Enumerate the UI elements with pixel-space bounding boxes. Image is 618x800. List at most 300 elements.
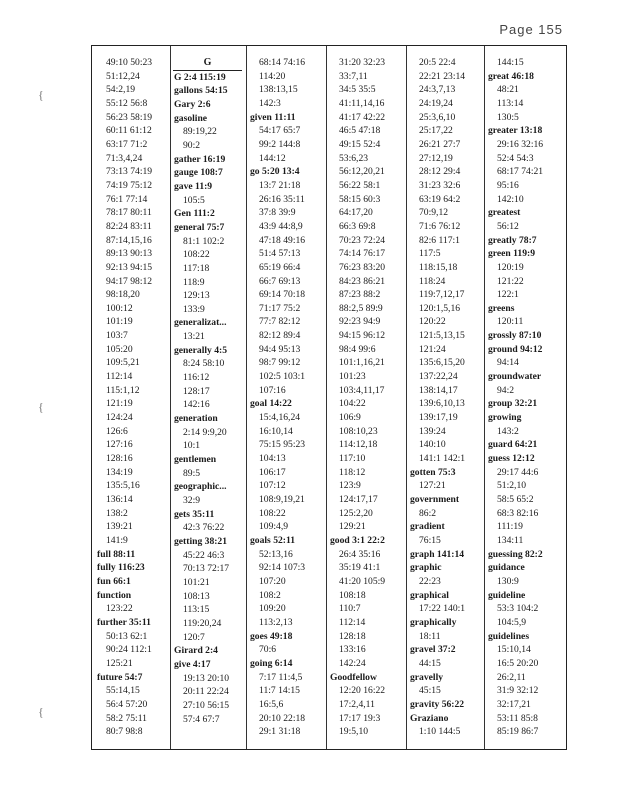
- index-locator: 19:5,10: [339, 726, 369, 738]
- index-locator: 125:21: [106, 657, 133, 669]
- index-locator: 35:19 41:1: [339, 562, 381, 574]
- index-locator: 98:18,20: [106, 289, 140, 301]
- index-locator: 24:3,7,13: [419, 84, 456, 96]
- index-term: good 3:1 22:2: [330, 534, 385, 546]
- index-locator: 49:10 50:23: [106, 57, 153, 68]
- index-locator: 7:17 11:4,5: [259, 671, 303, 683]
- index-locator: 118:12: [339, 466, 366, 478]
- index-term: greatest: [488, 207, 521, 219]
- page-label: Page 155: [499, 22, 563, 37]
- index-locator: 42:3 76:22: [183, 522, 225, 534]
- index-locator: 120:11: [497, 316, 524, 328]
- index-locator: 82:12 89:4: [259, 330, 301, 342]
- index-locator: 63:19 64:2: [419, 193, 461, 205]
- index-locator: 17:22 140:1: [419, 603, 466, 615]
- index-term: gave 11:9: [174, 180, 213, 192]
- index-term: given 11:11: [250, 111, 296, 123]
- column-divider: [246, 46, 247, 749]
- index-term: getting 38:21: [174, 535, 228, 547]
- index-locator: 144:15: [497, 57, 524, 68]
- index-locator: 20:11 22:24: [183, 686, 229, 698]
- index-locator: 76:15: [419, 534, 441, 546]
- index-term: goal 14:22: [250, 398, 292, 410]
- index-locator: 89:19,22: [183, 126, 217, 138]
- index-locator: 41:17 42:22: [339, 111, 386, 123]
- index-locator: 143:2: [497, 425, 519, 437]
- index-locator: 82:24 83:11: [106, 220, 152, 232]
- index-term: guideline: [488, 589, 526, 601]
- index-locator: 56:22 58:1: [339, 179, 381, 191]
- index-locator: 26:2,11: [497, 671, 526, 683]
- index-locator: 113:15: [183, 604, 210, 616]
- index-term: generalizat...: [174, 317, 227, 329]
- index-term: give 4:17: [174, 658, 211, 670]
- index-locator: 12:20 16:22: [339, 685, 386, 697]
- index-term: gallons 54:15: [174, 85, 228, 97]
- index-locator: 135:5,16: [106, 480, 140, 492]
- index-term: graphically: [410, 616, 457, 628]
- index-term: Gary 2:6: [174, 98, 211, 110]
- index-locator: 75:15 95:23: [259, 439, 306, 451]
- index-locator: 29:16 32:16: [497, 138, 544, 150]
- index-locator: 71:3,4,24: [106, 152, 143, 164]
- index-locator: 135:6,15,20: [419, 357, 465, 369]
- index-locator: 16:5 20:20: [497, 657, 539, 669]
- index-locator: 66:7 69:13: [259, 275, 301, 287]
- index-term: greater 13:18: [488, 125, 543, 137]
- index-locator: 11:7 14:15: [259, 685, 300, 697]
- index-locator: 92:23 94:9: [339, 316, 381, 328]
- index-locator: 123:9: [339, 480, 361, 492]
- index-locator: 134:19: [106, 466, 133, 478]
- index-locator: 139:21: [106, 521, 133, 533]
- index-locator: 26:21 27:7: [419, 138, 461, 150]
- index-locator: 112:14: [339, 616, 366, 628]
- index-term: guard 64:21: [488, 439, 538, 451]
- index-term: green 119:9: [488, 248, 535, 260]
- index-locator: 120:19: [497, 261, 524, 273]
- index-locator: 109:20: [259, 603, 286, 615]
- index-term: generally 4:5: [174, 344, 228, 356]
- index-locator: 74:19 75:12: [106, 179, 153, 191]
- index-locator: 120:22: [419, 316, 446, 328]
- index-locator: 8:24 58:10: [183, 358, 225, 370]
- index-term: graphical: [410, 589, 449, 601]
- index-locator: 108:9,19,21: [259, 494, 305, 505]
- index-locator: 66:3 69:8: [339, 220, 376, 232]
- index-locator: 48:21: [497, 84, 519, 96]
- index-locator: 140:10: [419, 439, 446, 451]
- index-locator: 128:18: [339, 630, 366, 642]
- index-locator: 123:22: [106, 603, 133, 615]
- index-term: gradient: [410, 521, 445, 533]
- index-locator: 32:9: [183, 495, 201, 506]
- index-locator: 76:23 83:20: [339, 261, 386, 273]
- index-locator: 124:17,17: [339, 494, 378, 505]
- index-locator: 58:5 65:2: [497, 494, 534, 505]
- index-term: going 6:14: [250, 657, 293, 669]
- index-term: goes 49:18: [250, 630, 293, 642]
- index-locator: 54:17 65:7: [259, 125, 301, 137]
- index-locator: 103:4,11,17: [339, 384, 385, 396]
- index-locator: 98:4 99:6: [339, 343, 376, 355]
- index-term: guidance: [488, 562, 525, 574]
- index-locator: 87:23 88:2: [339, 289, 381, 301]
- index-column-3: [249, 56, 326, 746]
- index-term: Gen 111:2: [174, 208, 215, 220]
- index-term: gauge 108:7: [174, 167, 223, 179]
- index-term: future 54:7: [97, 671, 143, 683]
- index-term: growing: [488, 412, 522, 424]
- index-locator: 2:14 9:9,20: [183, 426, 227, 438]
- index-locator: 92:13 94:15: [106, 261, 153, 273]
- index-locator: 17:17 19:3: [339, 712, 381, 724]
- index-locator: 114:12,18: [339, 439, 378, 451]
- index-locator: 44:15: [419, 657, 441, 669]
- index-locator: 71:6 76:12: [419, 220, 461, 232]
- index-locator: 26:16 35:11: [259, 193, 305, 205]
- index-locator: 108:10,23: [339, 425, 378, 437]
- index-locator: 10:1: [183, 440, 201, 452]
- index-locator: 86:2: [419, 507, 437, 519]
- index-locator: 50:13 62:1: [106, 630, 148, 642]
- index-locator: 20:5 22:4: [419, 57, 456, 68]
- index-locator: 109:4,9: [259, 521, 289, 533]
- index-term: go 5:20 13:4: [250, 166, 300, 178]
- index-locator: 18:11: [419, 630, 441, 642]
- index-locator: 90:24 112:1: [106, 644, 152, 656]
- index-locator: 68:17 74:21: [497, 166, 544, 178]
- index-locator: 119:7,12,17: [419, 289, 465, 301]
- index-locator: 142:24: [339, 657, 366, 669]
- index-locator: 68:3 82:16: [497, 507, 539, 519]
- index-locator: 87:14,15,16: [106, 234, 152, 246]
- index-locator: 55:12 56:8: [106, 97, 148, 109]
- index-term: gravelly: [410, 671, 444, 683]
- index-locator: 56:12,20,21: [339, 166, 385, 178]
- index-locator: 102:5 103:1: [259, 371, 306, 383]
- index-locator: 27:10 56:15: [183, 699, 230, 711]
- index-locator: 137:22,24: [419, 371, 458, 383]
- index-locator: 34:5 35:5: [339, 84, 376, 96]
- index-locator: 24:19,24: [419, 97, 453, 109]
- index-locator: 105:20: [106, 343, 133, 355]
- index-term: greens: [488, 302, 515, 314]
- column-divider: [406, 46, 407, 749]
- index-term: general 75:7: [174, 221, 225, 233]
- index-term: full 88:11: [97, 548, 136, 560]
- index-locator: 49:15 52:4: [339, 138, 381, 150]
- margin-mark: {: [38, 705, 44, 719]
- index-locator: 139:17,19: [419, 412, 458, 424]
- index-term: geographic...: [174, 481, 227, 493]
- index-locator: 130:9: [497, 575, 519, 587]
- index-term: fun 66:1: [97, 575, 131, 587]
- index-locator: 104:13: [259, 453, 286, 465]
- index-locator: 124:24: [106, 412, 133, 424]
- index-locator: 51:2,10: [497, 480, 527, 492]
- index-locator: 127:21: [419, 480, 446, 492]
- index-locator: 85:19 86:7: [497, 726, 539, 738]
- index-locator: 128:17: [183, 385, 210, 397]
- index-term: Goodfellow: [330, 671, 377, 683]
- index-locator: 51:4 57:13: [259, 248, 301, 260]
- index-term: guessing 82:2: [488, 548, 543, 560]
- index-locator: 121:5,13,15: [419, 330, 465, 342]
- index-term: gentlemen: [174, 454, 217, 466]
- index-locator: 106:17: [259, 466, 286, 478]
- index-locator: 118:15,18: [419, 261, 458, 273]
- index-locator: 108:13: [183, 590, 210, 602]
- margin-mark: {: [38, 400, 44, 414]
- index-column-1: [96, 56, 170, 746]
- index-locator: 56:23 58:19: [106, 111, 153, 123]
- index-locator: 47:18 49:16: [259, 234, 306, 246]
- index-locator: 128:16: [106, 453, 133, 465]
- index-locator: 120:1,5,16: [419, 302, 461, 314]
- index-locator: 120:7: [183, 631, 205, 643]
- index-locator: 129:21: [339, 521, 366, 533]
- index-locator: 117:18: [183, 262, 210, 274]
- index-locator: 133:16: [339, 644, 366, 656]
- index-locator: 20:10 22:18: [259, 712, 306, 724]
- index-term: gravel 37:2: [410, 644, 456, 656]
- index-term: graphic: [410, 562, 442, 574]
- index-locator: 55:14,15: [106, 685, 140, 697]
- index-locator: 17:2,4,11: [339, 698, 375, 710]
- index-locator: 118:24: [419, 275, 446, 287]
- column-divider: [326, 46, 327, 749]
- index-locator: 89:13 90:13: [106, 248, 153, 260]
- index-locator: 81:1 102:2: [183, 235, 225, 247]
- index-locator: 71:17 75:2: [259, 302, 301, 314]
- index-locator: 138:14,17: [419, 384, 458, 396]
- index-locator: 43:9 44:8,9: [259, 220, 303, 232]
- index-locator: 27:12,19: [419, 152, 453, 164]
- index-term: goals 52:11: [250, 534, 296, 546]
- index-term: gasoline: [174, 112, 208, 124]
- index-locator: 80:7 98:8: [106, 726, 143, 738]
- index-locator: 107:12: [259, 480, 286, 492]
- index-locator: 64:17,20: [339, 207, 373, 219]
- index-term: graph 141:14: [410, 548, 465, 560]
- index-locator: 103:7: [106, 330, 128, 342]
- index-term: groundwater: [488, 371, 542, 383]
- index-locator: 113:14: [497, 97, 524, 109]
- index-locator: 22:23: [419, 575, 441, 587]
- index-locator: 60:11 61:12: [106, 125, 152, 137]
- index-locator: 107:20: [259, 575, 286, 587]
- index-locator: 104:5,9: [497, 616, 527, 628]
- index-locator: 94:17 98:12: [106, 275, 153, 287]
- index-locator: 51:12,24: [106, 70, 140, 82]
- index-locator: 29:1 31:18: [259, 726, 301, 738]
- index-term: guidelines: [488, 630, 530, 642]
- index-locator: 104:22: [339, 398, 366, 410]
- index-locator: 26:4 35:16: [339, 548, 381, 560]
- index-locator: 95:16: [497, 179, 519, 191]
- index-locator: 108:2: [259, 589, 281, 601]
- index-locator: 142:3: [259, 97, 281, 109]
- index-locator: 109:5,21: [106, 357, 140, 369]
- index-locator: 52:4 54:3: [497, 152, 534, 164]
- index-term: grossly 87:10: [488, 330, 542, 342]
- index-locator: 94:15 96:12: [339, 330, 386, 342]
- index-locator: 130:5: [497, 111, 519, 123]
- index-locator: 98:7 99:12: [259, 357, 301, 369]
- index-locator: 25:17,22: [419, 125, 453, 137]
- index-locator: 16:5,6: [259, 698, 284, 710]
- index-locator: 111:19: [497, 521, 523, 533]
- index-locator: 84:23 86:21: [339, 275, 386, 287]
- index-locator: 100:12: [106, 302, 133, 314]
- index-locator: 139:24: [419, 425, 446, 437]
- index-locator: 53:3 104:2: [497, 603, 539, 615]
- index-locator: 58:2 75:11: [106, 712, 147, 724]
- index-locator: 108:22: [259, 507, 286, 519]
- index-term: government: [410, 494, 460, 505]
- index-term: gravity 56:22: [410, 698, 465, 710]
- index-locator: 122:1: [497, 289, 519, 301]
- index-locator: 107:16: [259, 384, 286, 396]
- index-locator: 94:4 95:13: [259, 343, 301, 355]
- index-term: ground 94:12: [488, 343, 543, 355]
- index-locator: 41:20 105:9: [339, 575, 386, 587]
- index-locator: 13:7 21:18: [259, 179, 301, 191]
- index-term: gather 16:19: [174, 153, 226, 165]
- index-locator: 37:8 39:9: [259, 207, 296, 219]
- index-locator: 94:14: [497, 357, 519, 369]
- index-locator: 136:14: [106, 494, 133, 505]
- index-locator: 89:5: [183, 467, 201, 479]
- index-locator: 63:17 71:2: [106, 138, 148, 150]
- index-locator: 15:10,14: [497, 644, 531, 656]
- index-locator: 76:1 77:14: [106, 193, 148, 205]
- index-locator: 116:12: [183, 372, 210, 384]
- index-locator: 13:21: [183, 331, 205, 343]
- index-term: function: [97, 589, 132, 601]
- index-locator: 133:9: [183, 303, 205, 315]
- index-locator: 141:1 142:1: [419, 453, 466, 465]
- index-term: greatly 78:7: [488, 234, 537, 246]
- index-locator: 16:10,14: [259, 425, 293, 437]
- index-locator: 41:11,14,16: [339, 97, 385, 109]
- index-locator: 119:20,24: [183, 617, 222, 629]
- index-locator: 113:2,13: [259, 616, 293, 628]
- section-letter: G: [173, 56, 242, 71]
- index-locator: 1:10 144:5: [419, 726, 461, 738]
- index-locator: 78:17 80:11: [106, 207, 152, 219]
- index-locator: 101:21: [183, 576, 210, 588]
- index-term: fully 116:23: [97, 562, 145, 574]
- index-locator: 31:20 32:23: [339, 57, 386, 68]
- index-column-6: [487, 56, 567, 746]
- index-term: generation: [174, 413, 218, 425]
- index-locator: 70:6: [259, 644, 277, 656]
- index-locator: 56:12: [497, 220, 519, 232]
- index-locator: 19:13 20:10: [183, 672, 230, 684]
- index-locator: 142:16: [183, 399, 210, 411]
- index-term: further 35:11: [97, 616, 151, 628]
- index-locator: 15:4,16,24: [259, 412, 301, 424]
- index-locator: 25:3,6,10: [419, 111, 456, 123]
- index-locator: 77:7 82:12: [259, 316, 301, 328]
- index-locator: 73:13 74:19: [106, 166, 153, 178]
- index-term: gotten 75:3: [410, 466, 456, 478]
- index-locator: 129:13: [183, 290, 210, 302]
- index-locator: 117:5: [419, 248, 441, 260]
- index-locator: 105:5: [183, 194, 205, 206]
- index-locator: 121:22: [497, 275, 524, 287]
- index-locator: 32:17,21: [497, 698, 531, 710]
- index-locator: 29:17 44:6: [497, 466, 539, 478]
- index-locator: 121:24: [419, 343, 446, 355]
- index-locator: 53:11 85:8: [497, 712, 538, 724]
- index-locator: 106:9: [339, 412, 361, 424]
- index-locator: 52:13,16: [259, 548, 293, 560]
- index-term: Girard 2:4: [174, 645, 218, 657]
- index-locator: 70:13 72:17: [183, 563, 230, 575]
- index-locator: 117:10: [339, 453, 366, 465]
- index-locator: 69:14 70:18: [259, 289, 306, 301]
- column-divider: [170, 46, 171, 749]
- index-locator: 94:2: [497, 384, 515, 396]
- index-locator: 112:14: [106, 371, 133, 383]
- index-locator: 82:6 117:1: [419, 234, 460, 246]
- index-locator: 56:4 57:20: [106, 698, 148, 710]
- index-locator: 101:1,16,21: [339, 357, 385, 369]
- index-locator: 88:2,5 89:9: [339, 302, 383, 314]
- index-locator: 57:4 67:7: [183, 713, 220, 725]
- index-locator: 58:15 60:3: [339, 193, 381, 205]
- index-column-2: [173, 56, 246, 746]
- index-locator: 138:13,15: [259, 84, 298, 96]
- index-locator: 142:10: [497, 193, 524, 205]
- index-locator: 99:2 144:8: [259, 138, 301, 150]
- index-column-4: [329, 56, 406, 746]
- index-locator: 65:19 66:4: [259, 261, 301, 273]
- index-locator: 45:15: [419, 685, 441, 697]
- index-page-frame: [91, 45, 567, 750]
- column-divider: [484, 46, 485, 749]
- index-locator: 125:2,20: [339, 507, 373, 519]
- index-locator: 101:23: [339, 371, 366, 383]
- index-locator: 70:9,12: [419, 207, 449, 219]
- index-locator: 110:7: [339, 603, 361, 615]
- index-locator: 54:2,19: [106, 84, 136, 96]
- index-locator: 138:2: [106, 507, 128, 519]
- index-locator: 33:7,11: [339, 70, 368, 82]
- index-locator: 68:14 74:16: [259, 57, 306, 68]
- index-term: Graziano: [410, 712, 449, 724]
- index-locator: 108:22: [183, 249, 210, 261]
- index-term: great 46:18: [488, 70, 534, 82]
- index-locator: 118:9: [183, 276, 205, 288]
- index-locator: 108:18: [339, 589, 366, 601]
- index-locator: 45:22 46:3: [183, 549, 225, 561]
- index-locator: 31:23 32:6: [419, 179, 461, 191]
- index-locator: 31:9 32:12: [497, 685, 539, 697]
- index-locator: 28:12 29:4: [419, 166, 461, 178]
- index-locator: 115:1,12: [106, 384, 140, 396]
- index-locator: 53:6,23: [339, 152, 369, 164]
- index-locator: 92:14 107:3: [259, 562, 306, 574]
- index-term: gets 35:11: [174, 508, 215, 520]
- index-locator: 90:2: [183, 139, 201, 151]
- index-locator: 46:5 47:18: [339, 125, 381, 137]
- index-locator: 139:6,10,13: [419, 398, 465, 410]
- index-locator: 114:20: [259, 70, 286, 82]
